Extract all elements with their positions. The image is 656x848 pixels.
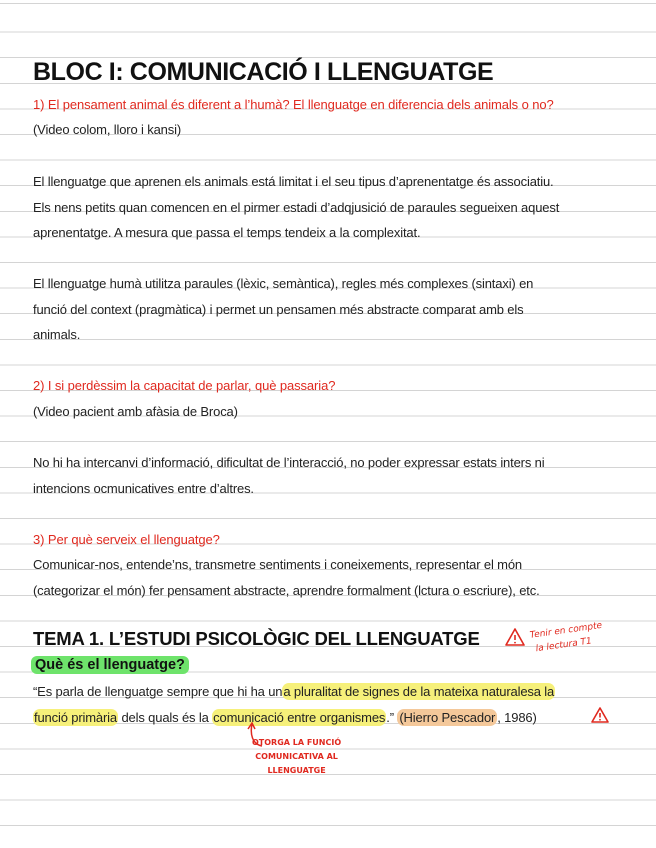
paragraph-2-line-1: El llenguatge humà utilitza paraules (lèxic, semàntica), regles més complexes (sintaxi) en (33, 276, 534, 291)
question-3: 3) Per què serveix el llenguatge? (33, 532, 220, 547)
quote-highlight-yellow: a pluralitat de signes de la mateixa naturalesa la (283, 684, 555, 699)
paragraph-1-line-1: El llenguatge que aprenen els animals está limitat i el seu tipus d’aprenentatge és associatiu. (33, 174, 554, 189)
question-1: 1) El pensament animal és diferent a l’humà? El llenguatge en diferencia dels animals o no? (33, 97, 554, 112)
quote-line-2 (33, 710, 537, 725)
handwritten-note-line-3: LLENGUATGE (267, 766, 326, 775)
page-title: BLOC I: COMUNICACIÓ I LLENGUATGE (33, 58, 494, 86)
paragraph-2-line-2: funció del context (pragmàtica) i permet un pensamen més abstracte comparat amb els (33, 302, 524, 317)
handwritten-note-function (252, 736, 341, 778)
quote-text: .” (386, 710, 398, 725)
quote-highlight-yellow: funció primària (34, 710, 118, 725)
warning-icon (590, 706, 610, 724)
handwritten-note-line-2: la lectura T1 (535, 636, 593, 655)
handwritten-note-line-1: OTORGA LA FUNCIÓ (252, 738, 342, 747)
quote-line-1 (33, 684, 555, 699)
question-2: 2) I si perdèssim la capacitat de parlar, què passaria? (33, 378, 336, 393)
section-heading-tema-1: TEMA 1. L’ESTUDI PSICOLÒGIC DEL LLENGUATGE (33, 628, 480, 649)
subheading-what-is-language: Què és el llenguatge? (31, 656, 189, 674)
handwritten-note-tema (529, 619, 605, 657)
paragraph-1-line-2: Els nens petits quan comencen en el pirmer estadi d’adqjusició de paraules segueixen aquest (33, 200, 560, 215)
quote-citation-highlight: (Hierro Pescador (399, 710, 496, 725)
quote-text: “Es parla de llenguatge sempre que hi ha un (33, 684, 283, 699)
paragraph-1-line-3: aprenentatge. A mesura que passa el temps tendeix a la complexitat. (33, 225, 421, 240)
paragraph-2-line-3: animals. (33, 327, 81, 342)
paragraph-3-line-1: No hi ha intercanvi d’informació, dificultat de l’interacció, no poder expressar estats inters ni (33, 455, 545, 470)
quote-text: dels quals és la (118, 710, 213, 725)
paragraph-4-line-1: Comunicar-nos, entende’ns, transmetre sentiments i coneixements, representar el món (33, 557, 523, 572)
handwritten-note-line-1: Tenir en compte (529, 620, 603, 641)
quote-highlight-yellow: comunicació entre organismes (213, 710, 386, 725)
handwritten-note-line-2: COMUNICATIVA AL (255, 752, 338, 761)
paragraph-4-line-2: (categorizar el món) fer pensament abstracte, aprendre formalment (lctura o escriure), etc. (33, 583, 540, 598)
question-2-note: (Video pacient amb afàsia de Broca) (33, 404, 238, 419)
quote-citation-year: , 1986) (497, 710, 537, 725)
warning-icon (504, 627, 526, 647)
paragraph-3-line-2: intencions ocmunicatives entre d’altres. (33, 481, 254, 496)
question-1-note: (Video colom, lloro i kansi) (33, 122, 182, 137)
